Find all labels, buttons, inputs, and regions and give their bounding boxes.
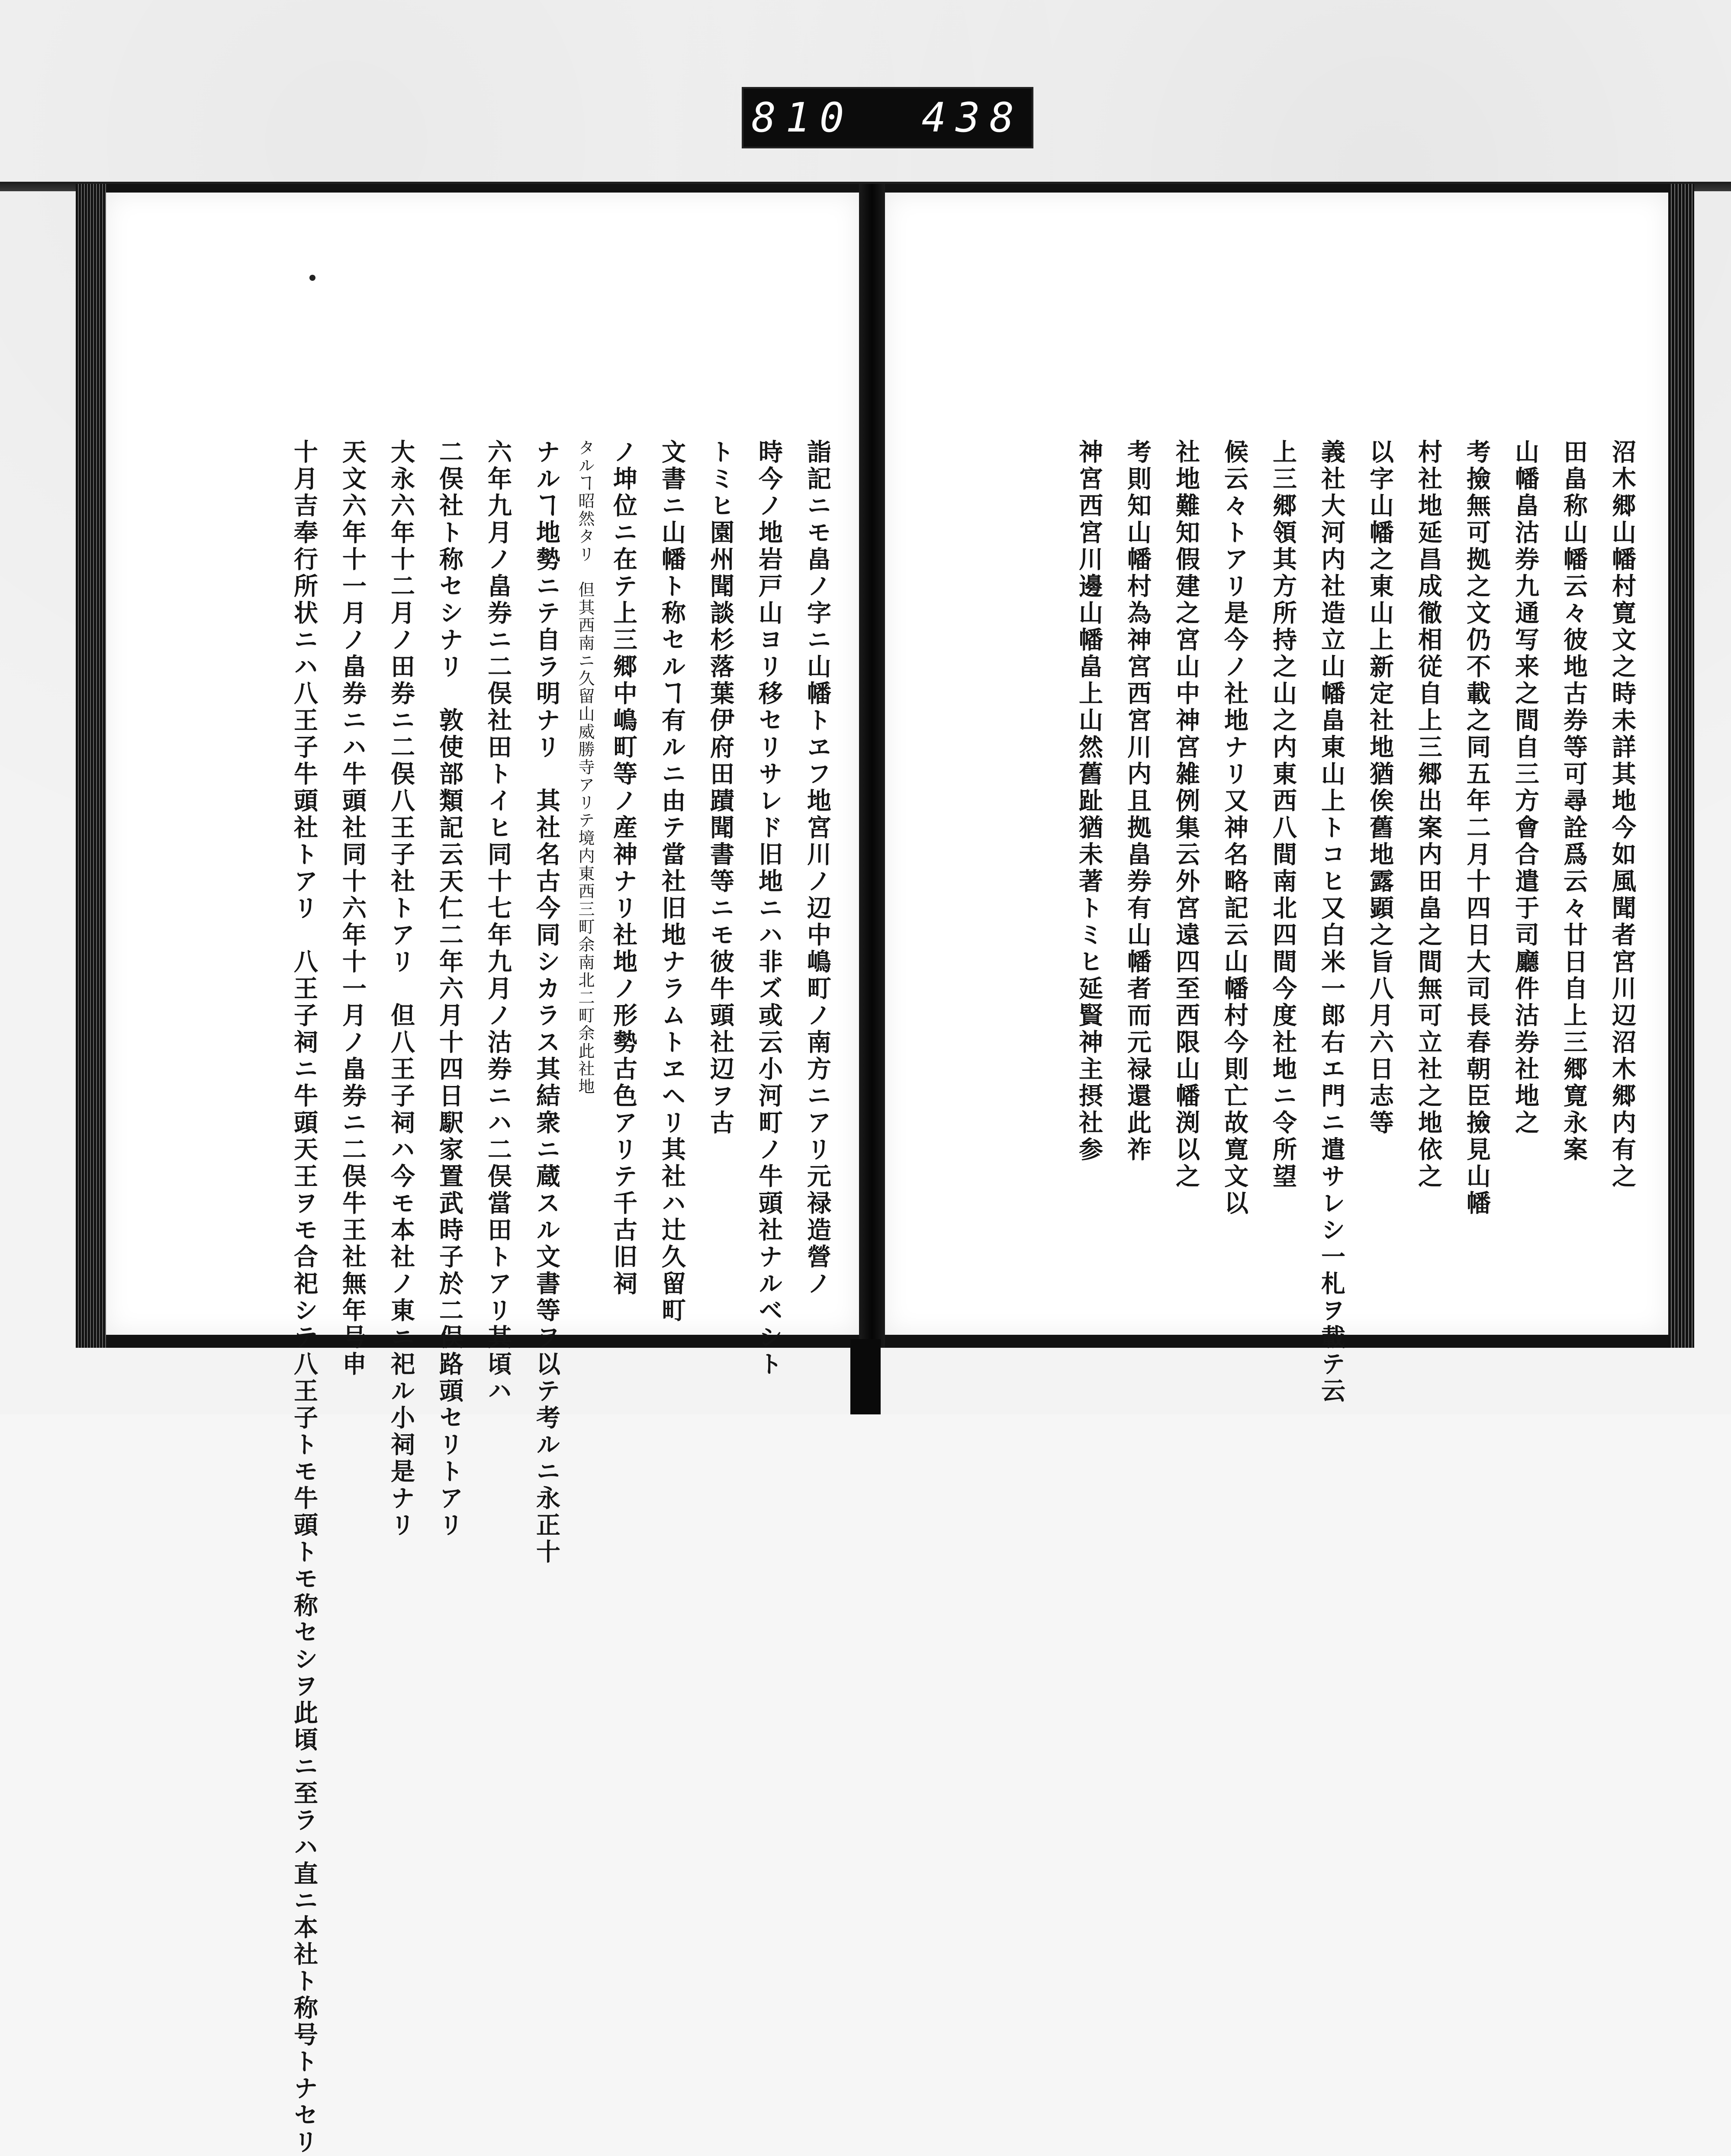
ink-spot	[309, 275, 315, 281]
text-line: 上三郷領其方所持之山之内東西八間南北四間今度社地ニ令所望	[1269, 439, 1297, 1190]
right-page-text-column	[1065, 439, 1647, 1405]
text-line: 以字山幡之東山上新定社地猶俟舊地露顕之旨八月六日志等	[1366, 439, 1394, 1137]
text-line: 考撿無可拠之文仍不載之同五年二月十四日大司長春朝臣撿見山幡	[1463, 439, 1491, 1217]
text-line: 十月吉奉行所状ニハ八王子牛頭社トアリ 八王子祠ニ牛頭天王ヲモ合祀シテ八王子トモ牛頭トモ称セシヲ此頃ニ至ラハ直ニ本社ト称号トナセリ	[290, 439, 319, 2156]
book-gutter	[859, 184, 885, 1348]
text-line: 詣記ニモ畠ノ字ニ山幡トヱフ地宮川ノ辺中嶋町ノ南方ニアリ元禄造營ノ	[803, 439, 832, 1298]
text-line: 社地難知假建之宮山中神宮雑例集云外宮遠四至西限山幡渕以之	[1172, 439, 1200, 1190]
text-line: 文書ニ山幡ト称セルヿ有ルニ由テ當社旧地ナラムトヱヘリ其社ハ辻久留町	[658, 439, 686, 1324]
text-line: 沼木郷山幡村寛文之時未詳其地今如風聞者宮川辺沼木郷内有之	[1608, 439, 1637, 1190]
right-page	[885, 193, 1668, 1405]
text-line: ノ坤位ニ在テ上三郷中嶋町等ノ産神ナリ社地ノ形勢古色アリテ千古旧祠	[609, 439, 638, 1298]
text-line: 義社大河内社造立山幡畠東山上トコヒ又白米一郎右エ門ニ遣サレシ一札ヲ載テ云	[1317, 439, 1346, 1405]
text-line: 二俣社ト称セシナリ 敦使部類記云天仁二年六月十四日駅家置武時子於二俣路頭セリトアリ	[435, 439, 464, 1539]
left-page	[106, 193, 859, 2156]
text-line: ナルヿ地勢ニテ自ラ明ナリ 其社名古今同シカラス其結衆ニ蔵スル文書等ヲ以テ考ルニ永正十	[532, 439, 561, 1566]
frame-number-text: 810 438	[751, 94, 1024, 141]
right-page-edges	[1668, 184, 1694, 1348]
text-line: 天文六年十一月ノ畠券ニハ牛頭社同十六年十一月ノ畠券ニ二俣牛王社無年号申	[338, 439, 367, 1378]
left-page-edges	[76, 184, 106, 1348]
text-line: トミヒ園州聞談杉落葉伊府田蹟聞書等ニモ彼牛頭社辺ヲ古	[706, 439, 735, 1137]
text-line: 山幡畠沽券九通写来之間自三方會合遣于司廳件沽券社地之	[1511, 439, 1540, 1137]
text-line: 田畠称山幡云々彼地古券等可尋詮爲云々廿日自上三郷寛永案	[1560, 439, 1588, 1163]
open-book	[76, 184, 1694, 2156]
text-line: 候云々トアリ是今ノ社地ナリ又神名略記云山幡村今則亡故寛文以	[1220, 439, 1249, 1217]
text-line: 神宮西宮川邊山幡畠上山然舊趾猶未著トミヒ延賢神主摂社参	[1075, 439, 1104, 1163]
microfilm-frame-label	[743, 89, 1032, 147]
left-page-text-column	[280, 439, 842, 2156]
text-line: 大永六年十二月ノ田券ニ二俣八王子社トアリ 但八王子祠ハ今モ本社ノ東ニ祀ル小祠是ナリ	[387, 439, 415, 1539]
text-line: 時今ノ地岩戸山ヨリ移セリサレド旧地ニハ非ズ或云小河町ノ牛頭社ナルベシト	[755, 439, 783, 1378]
text-line: 六年九月ノ畠券ニ二俣社田トイヒ同十七年九月ノ沽券ニハ二俣當田トアリ其頃ハ	[484, 439, 512, 1405]
text-line: 考則知山幡村為神宮西宮川内且拠畠券有山幡者而元禄還此祚	[1123, 439, 1152, 1163]
text-line: 村社地延昌成徹相従自上三郷出案内田畠之間無可立社之地依之	[1414, 439, 1443, 1190]
text-line: タルヿ昭然タリ 但其西南ニ久留山威勝寺アリテ境内東西三町余南北二町余此社地	[576, 439, 595, 1096]
gutter-clamp	[850, 1339, 881, 1414]
